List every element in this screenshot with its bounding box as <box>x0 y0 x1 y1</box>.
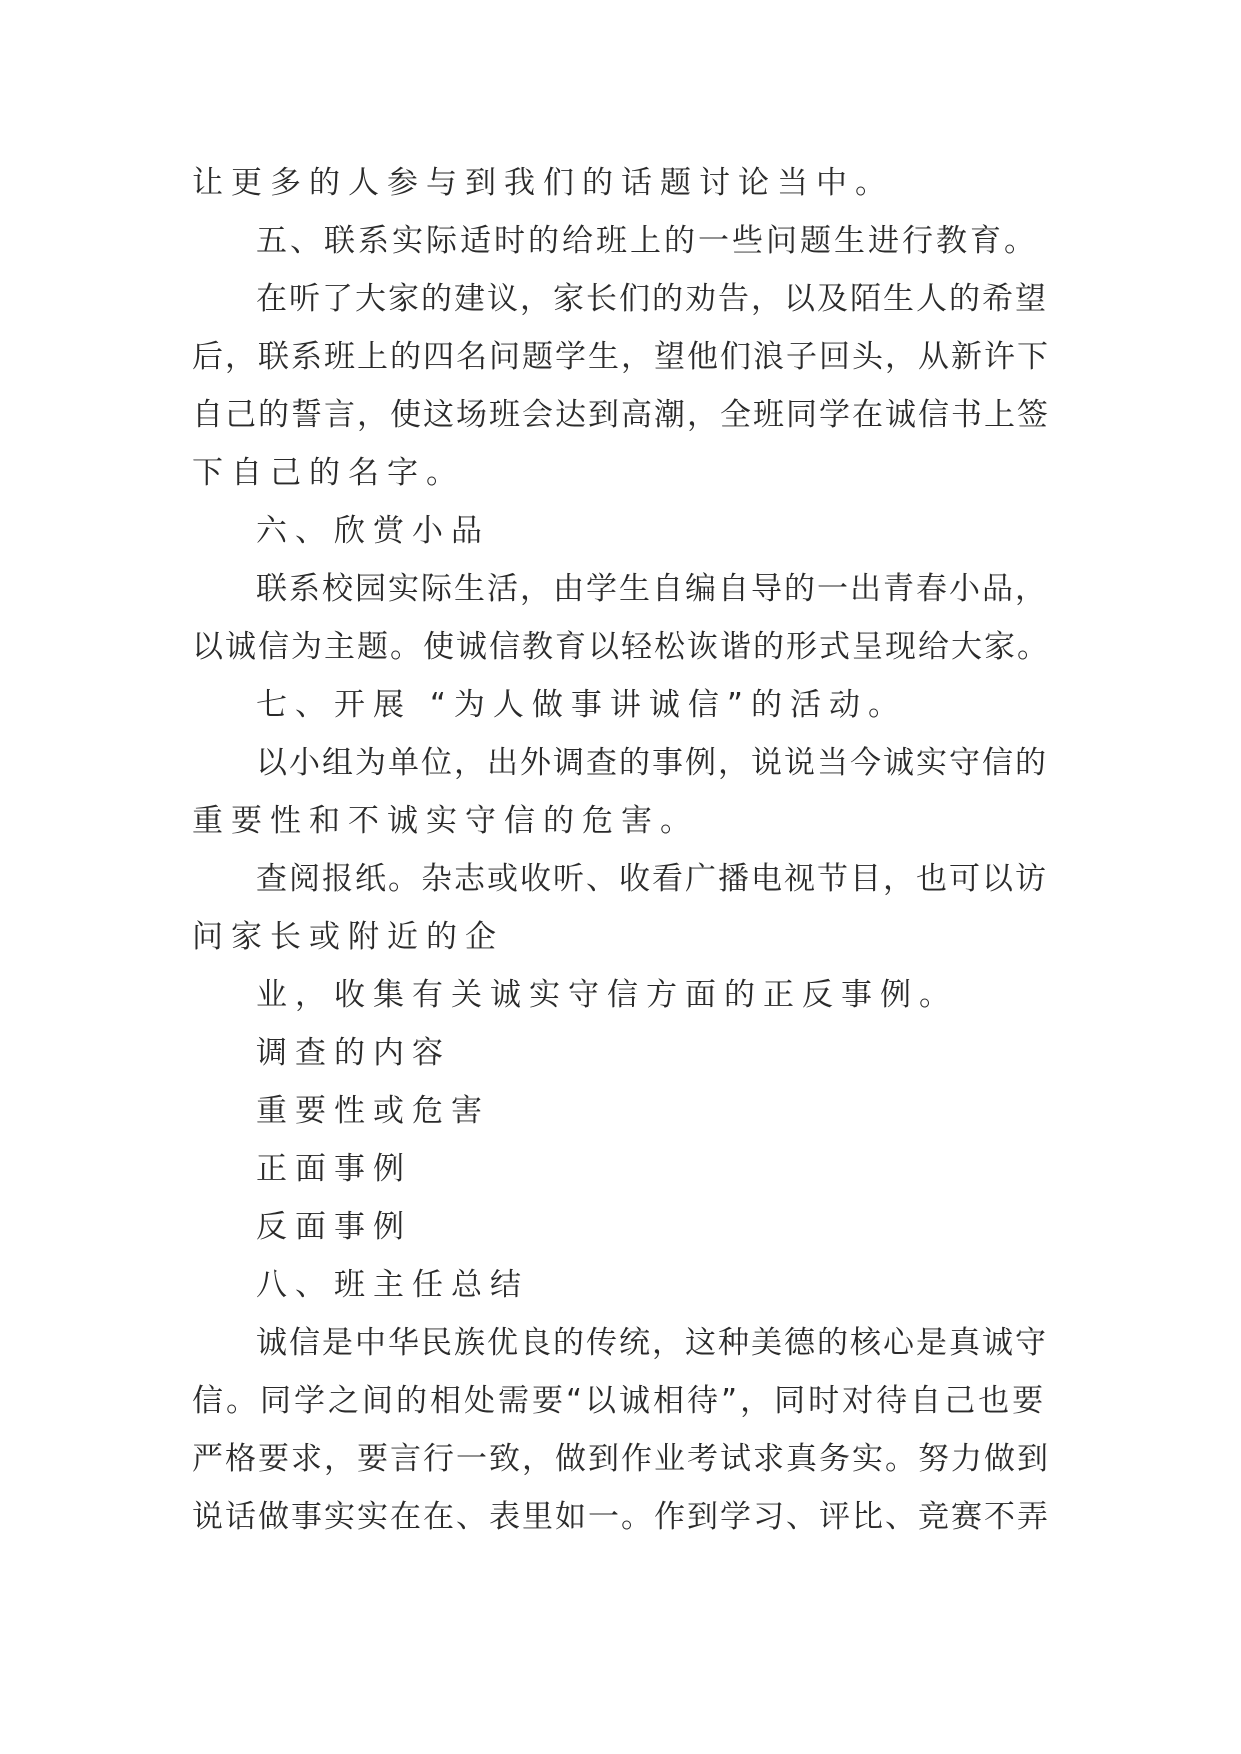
text-line: 查阅报纸。杂志或收听、收看广播电视节目，也可以访 <box>256 861 1048 897</box>
text-line: 说话做事实实在在、表里如一。作到学习、评比、竞赛不弄 <box>192 1499 1050 1535</box>
text-line: 联系校园实际生活，由学生自编自导的一出青春小品， <box>256 571 1048 607</box>
text-line: 下自己的名字。 <box>192 455 465 491</box>
text-line: 自己的誓言，使这场班会达到高潮，全班同学在诚信书上签 <box>192 397 1050 433</box>
text-line: 重要性和不诚实守信的危害。 <box>192 803 699 839</box>
list-item: 正面事例 <box>256 1151 412 1187</box>
text-line: 以诚信为主题。使诚信教育以轻松诙谐的形式呈现给大家。 <box>192 629 1050 665</box>
text-line: 让更多的人参与到我们的话题讨论当中。 <box>192 165 894 201</box>
section-heading-5: 五、联系实际适时的给班上的一些问题生进行教育。 <box>256 223 1038 259</box>
list-item: 调查的内容 <box>256 1035 451 1071</box>
text-line: 问家长或附近的企 <box>192 919 504 955</box>
section-heading-7: 七、开展 “为人做事讲诚信”的活动。 <box>256 687 907 723</box>
list-item: 反面事例 <box>256 1209 412 1245</box>
text-line: 严格要求，要言行一致，做到作业考试求真务实。努力做到 <box>192 1441 1050 1477</box>
text-line: 信。同学之间的相处需要“以诚相待”，同时对待自己也要 <box>192 1383 1047 1419</box>
text-line: 以小组为单位，出外调查的事例，说说当今诚实守信的 <box>256 745 1048 781</box>
text-line: 业，收集有关诚实守信方面的正反事例。 <box>256 977 958 1013</box>
section-heading-8: 八、班主任总结 <box>256 1267 529 1303</box>
list-item: 重要性或危害 <box>256 1093 490 1129</box>
text-line: 诚信是中华民族优良的传统，这种美德的核心是真诚守 <box>256 1325 1048 1361</box>
section-heading-6: 六、欣赏小品 <box>256 513 490 549</box>
text-line: 后，联系班上的四名问题学生，望他们浪子回头，从新许下 <box>192 339 1050 375</box>
text-line: 在听了大家的建议，家长们的劝告，以及陌生人的希望 <box>256 281 1048 317</box>
